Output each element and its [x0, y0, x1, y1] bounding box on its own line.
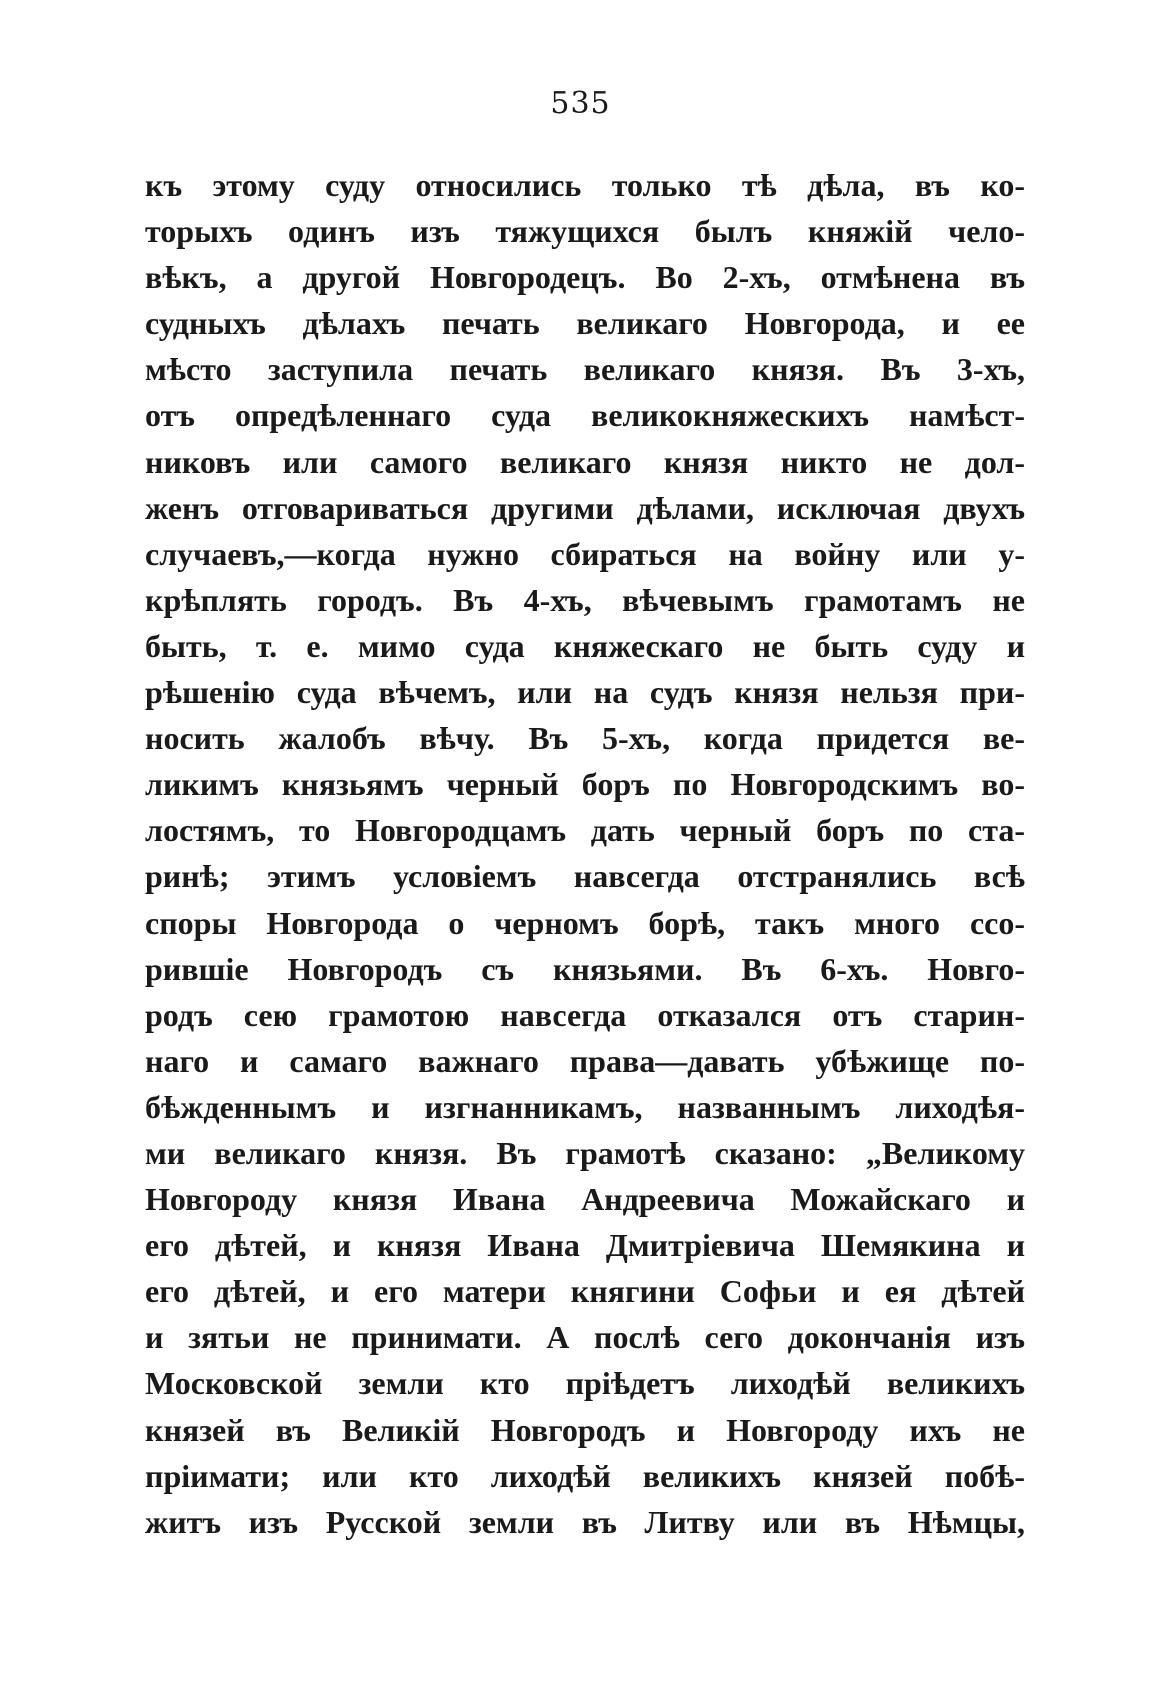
text-line: наго и самаго важнаго права—давать убѣжище по-: [145, 1042, 1025, 1079]
text-line: ми великаго князя. Въ грамотѣ сказано: „Великому: [145, 1134, 1025, 1171]
text-line: споры Новгорода о черномъ борѣ, такъ много ссо-: [145, 904, 1025, 941]
text-line: Новгороду князя Ивана Андреевича Можайскаго и: [145, 1181, 1025, 1218]
text-line: житъ изъ Русской земли въ Литву или въ Нѣмцы,: [145, 1503, 1025, 1540]
text-line: отъ опредѣленнаго суда великокняжескихъ намѣст-: [145, 397, 1025, 434]
text-line: князей въ Великій Новгородъ и Новгороду ихъ не: [145, 1411, 1025, 1448]
text-line: мѣсто заступила печать великаго князя. Въ 3-хъ,: [145, 351, 1025, 388]
text-line: его дѣтей, и князя Ивана Дмитріевича Шемякина и: [145, 1227, 1025, 1264]
text-line: къ этому суду относились только тѣ дѣла, въ ко-: [145, 167, 1025, 203]
text-line: пріимати; или кто лиходѣй великихъ князей побѣ-: [145, 1457, 1025, 1494]
page-number: 535: [550, 86, 611, 121]
text-line: ринѣ; этимъ условіемъ навсегда отстранялись всѣ: [145, 858, 1025, 895]
text-line: крѣплять городъ. Въ 4-хъ, вѣчевымъ грамотамъ не: [145, 581, 1025, 618]
text-line: торыхъ одинъ изъ тяжущихся былъ княжій чело-: [145, 213, 1025, 250]
text-line: лостямъ, то Новгородцамъ дать черный боръ по ста-: [145, 812, 1025, 849]
text-line: случаевъ,—когда нужно сбираться на войну или у-: [145, 535, 1025, 572]
text-line: родъ сею грамотою навсегда отказался отъ старин-: [145, 996, 1025, 1033]
text-line: никовъ или самого великаго князя никто не дол-: [145, 443, 1025, 480]
text-line: его дѣтей, и его матери княгини Софьи и ея дѣтей: [145, 1273, 1025, 1310]
text-line: носить жалобъ вѣчу. Въ 5-хъ, когда придется ве-: [145, 720, 1025, 757]
body-text: [145, 162, 1025, 1545]
text-line: бѣжденнымъ и изгнанникамъ, названнымъ лиходѣя-: [145, 1088, 1025, 1125]
text-line: судныхъ дѣлахъ печать великаго Новгорода, и ее: [145, 305, 1025, 342]
text-line: ликимъ князьямъ черный боръ по Новгородскимъ во-: [145, 766, 1025, 803]
text-line: рившіе Новгородъ съ князьями. Въ 6-хъ. Новго-: [145, 950, 1025, 987]
text-line: вѣкъ, а другой Новгородецъ. Во 2-хъ, отмѣнена въ: [145, 259, 1025, 296]
text-line: рѣшенію суда вѣчемъ, или на судъ князя нельзя при-: [145, 674, 1025, 711]
text-line: и зятьи не принимати. А послѣ сего докончанія изъ: [145, 1319, 1025, 1356]
text-line: Московской земли кто пріѣдетъ лиходѣй великихъ: [145, 1365, 1025, 1402]
text-line: быть, т. е. мимо суда княжескаго не быть суду и: [145, 627, 1025, 664]
text-line: женъ отговариваться другими дѣлами, исключая двухъ: [145, 489, 1025, 526]
